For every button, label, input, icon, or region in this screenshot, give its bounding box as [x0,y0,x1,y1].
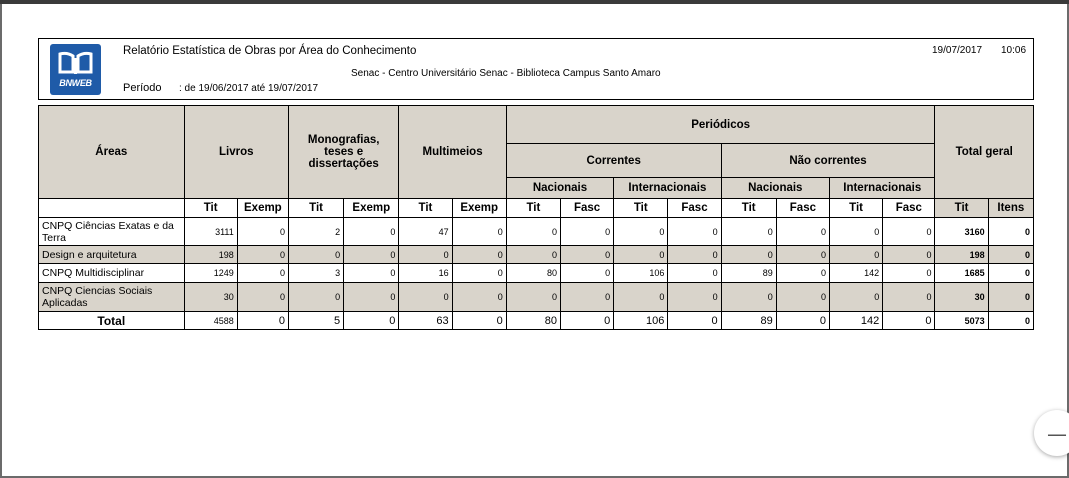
cell: 0 [830,218,883,246]
subheader-tit: Tit [506,199,560,218]
cell: 0 [776,218,829,246]
total-cell: 5 [288,312,343,330]
cell: 0 [237,246,288,264]
cell: 0 [614,246,668,264]
cell-total: 0 [988,264,1033,283]
cell: 0 [721,246,776,264]
cell: 3 [288,264,343,283]
total-cell: 106 [614,312,668,330]
institution-name: Senac - Centro Universitário Senac - Biblioteca Campus Santo Amaro [351,68,661,79]
row-area: CNPQ Multidisciplinar [39,264,185,283]
report-date: 19/07/2017 [932,45,983,56]
subheader-tit: Tit [830,199,883,218]
cell: 0 [560,246,613,264]
cell: 0 [399,283,452,312]
subheader-itens: Itens [988,199,1033,218]
table-row [39,283,1034,312]
subheader-fasc: Fasc [883,199,935,218]
cell: 30 [184,283,237,312]
total-cell: 0 [776,312,829,330]
cell-total: 30 [935,283,988,312]
cell: 0 [560,218,613,246]
cell-total: 0 [988,246,1033,264]
header-blank [39,199,185,218]
total-cell: 89 [721,312,776,330]
cell: 0 [344,283,399,312]
total-row [39,312,1034,330]
total-cell: 80 [506,312,560,330]
cell: 0 [668,218,721,246]
subheader-fasc: Fasc [776,199,829,218]
cell: 0 [237,283,288,312]
cell: 0 [452,218,506,246]
header-monografias: Monografias, teses e dissertações [288,106,398,199]
cell: 0 [668,283,721,312]
subheader-exemp: Exemp [452,199,506,218]
subheader-tit: Tit [721,199,776,218]
total-cell: 0 [344,312,399,330]
cell: 0 [668,246,721,264]
cell: 0 [721,218,776,246]
cell: 142 [830,264,883,283]
total-cell: 4588 [184,312,237,330]
total-cell: 0 [883,312,935,330]
subheader-exemp: Exemp [344,199,399,218]
report-header [38,38,1034,100]
header-correntes-internacionais: Internacionais [614,178,721,199]
cell: 47 [399,218,452,246]
cell: 80 [506,264,560,283]
table-row [39,264,1034,283]
cell: 0 [883,218,935,246]
total-cell: 0 [988,312,1033,330]
row-area: CNPQ Ciencias Sociais Aplicadas [39,283,185,312]
cell: 0 [668,264,721,283]
cell: 0 [452,264,506,283]
cell: 0 [506,283,560,312]
cell: 0 [399,246,452,264]
statistics-table [38,105,1034,330]
subheader-tit: Tit [288,199,343,218]
header-correntes: Correntes [506,144,721,178]
cell: 0 [883,283,935,312]
header-nao-correntes: Não correntes [721,144,935,178]
header-nao-correntes-nacionais: Nacionais [721,178,829,199]
cell-total: 0 [988,283,1033,312]
subheader-exemp: Exemp [237,199,288,218]
cell-total: 198 [935,246,988,264]
cell: 0 [237,264,288,283]
total-cell: 5073 [935,312,988,330]
total-label: Total [39,312,185,330]
header-periodicos: Periódicos [506,106,935,144]
logo-text: BNWEB [59,78,92,88]
cell: 0 [237,218,288,246]
total-cell: 0 [560,312,613,330]
cell: 0 [830,283,883,312]
cell: 0 [560,264,613,283]
subheader-tit: Tit [614,199,668,218]
report-title: Relatório Estatística de Obras por Área do Conhecimento [123,45,417,57]
cell: 0 [776,246,829,264]
header-multimeios: Multimeios [399,106,506,199]
row-area: CNPQ Ciências Exatas e da Terra [39,218,185,246]
cell: 0 [344,264,399,283]
cell: 0 [344,218,399,246]
cell: 3111 [184,218,237,246]
bnweb-logo [50,44,101,95]
header-areas: Áreas [39,106,185,199]
subheader-tit: Tit [184,199,237,218]
header-correntes-nacionais: Nacionais [506,178,613,199]
total-cell: 142 [830,312,883,330]
cell: 2 [288,218,343,246]
page-left-border [0,4,2,478]
cell: 0 [614,283,668,312]
table-row [39,246,1034,264]
cell: 16 [399,264,452,283]
subheader-fasc: Fasc [668,199,721,218]
cell: 198 [184,246,237,264]
book-icon [58,50,93,76]
cell: 0 [830,246,883,264]
cell: 0 [883,264,935,283]
window-top-border [0,0,1069,4]
cell: 0 [721,283,776,312]
total-cell: 0 [237,312,288,330]
cell: 1249 [184,264,237,283]
cell: 0 [452,283,506,312]
cell: 0 [452,246,506,264]
cell: 106 [614,264,668,283]
table-row [39,218,1034,246]
subheader-fasc: Fasc [560,199,613,218]
cell: 0 [506,218,560,246]
cell: 0 [344,246,399,264]
cell-total: 0 [988,218,1033,246]
header-total-geral: Total geral [935,106,1034,199]
cell: 0 [560,283,613,312]
cell: 89 [721,264,776,283]
cell: 0 [776,264,829,283]
period-label: Período [123,82,162,94]
total-cell: 63 [399,312,452,330]
cell: 0 [288,283,343,312]
total-cell: 0 [668,312,721,330]
header-livros: Livros [184,106,288,199]
cell-total: 1685 [935,264,988,283]
subheader-tit: Tit [935,199,988,218]
header-nao-correntes-internacionais: Internacionais [830,178,935,199]
cell: 0 [614,218,668,246]
cell-total: 3160 [935,218,988,246]
cell: 0 [883,246,935,264]
total-cell: 0 [452,312,506,330]
zoom-out-button[interactable] [1034,410,1069,456]
cell: 0 [288,246,343,264]
period-value: : de 19/06/2017 até 19/07/2017 [179,83,319,94]
report-time: 10:06 [1001,45,1027,56]
cell: 0 [506,246,560,264]
cell: 0 [776,283,829,312]
row-area: Design e arquitetura [39,246,185,264]
minus-icon: — [1047,422,1067,446]
subheader-tit: Tit [399,199,452,218]
